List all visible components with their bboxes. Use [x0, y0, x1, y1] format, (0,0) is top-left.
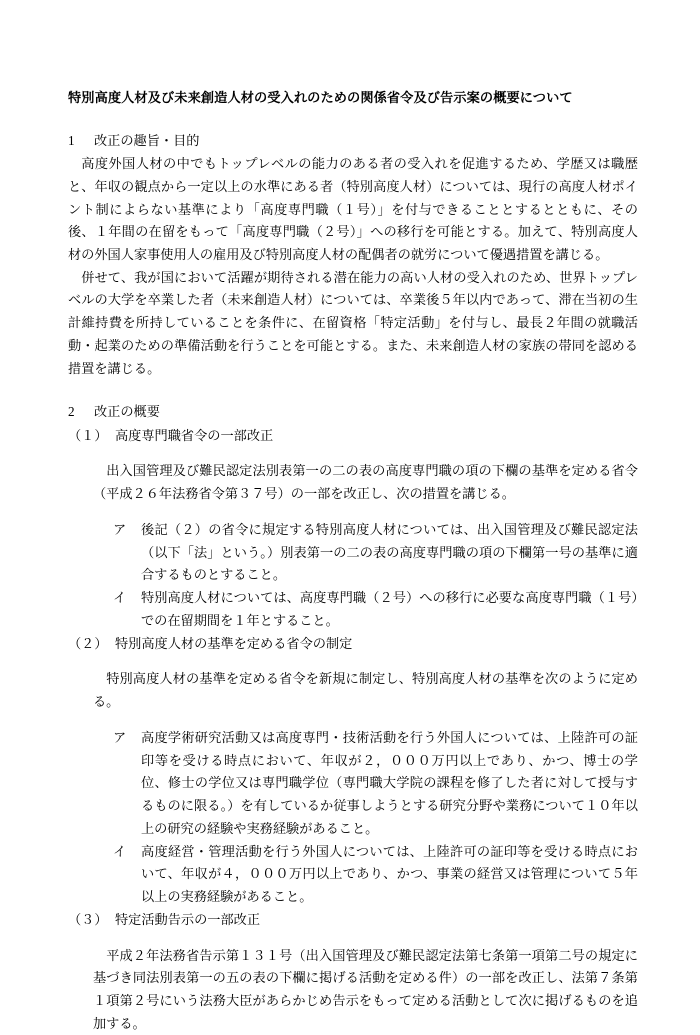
section-2-title: 改正の概要	[94, 404, 160, 420]
item-1-label: （１）	[68, 427, 108, 443]
section-1	[68, 130, 638, 380]
list-item	[113, 587, 638, 632]
item-1-sub-a-label: ア	[113, 522, 127, 538]
section-1-paragraph-2: 併せて、我が国において活躍が期待される潜在能力の高い人材の受入れのため、世界トップレベルの大学を卒業した者（未来創造人材）については、卒業後５年以内であって、滞在当初の生計維持費を所持していることを条件に、在留資格「特定活動」を付与し、最長２年間の就職活動・起業のための準備活動を行うことを可能とする。また、未来創造人材の家族の帯同を認める措置を講じる。	[68, 269, 638, 376]
item-1-title: 高度専門職省令の一部改正	[115, 427, 274, 443]
item-2-label: （２）	[68, 635, 108, 651]
section-2-number: 2	[68, 404, 75, 420]
section-2	[68, 401, 638, 1035]
section-2-heading	[68, 401, 638, 422]
section-spacer	[68, 384, 638, 401]
section-1-number: 1	[68, 132, 75, 148]
item-1-paragraph: 出入国管理及び難民認定法別表第一の二の表の高度専門職の項の下欄の基準を定める省令（平成２６年法務省令第３７号）の一部を改正し、次の措置を講じる。	[93, 463, 638, 502]
item-3-label: （３）	[68, 911, 108, 927]
item-2-title: 特別高度人材の基準を定める省令の制定	[115, 635, 353, 651]
section-1-title: 改正の趣旨・目的	[94, 132, 200, 148]
section-1-paragraph-1: 高度外国人材の中でもトップレベルの能力のある者の受入れを促進するため、学歴又は職歴と、年収の観点から一定以上の水準にある者（特別高度人材）については、現行の高度人材ポイント制によらない基準により「高度専門職（１号）」を付与できることとするとともに、その後、１年間の在留をもって「高度専門職（２号）」への移行を可能とする。加えて、特別高度人材の外国人家事使用人の雇用及び特別高度人材の配偶者の就労について優遇措置を講じる。	[68, 156, 638, 262]
list-item	[68, 633, 638, 656]
section-1-heading	[68, 130, 638, 151]
item-3-title: 特定活動告示の一部改正	[115, 911, 261, 927]
item-2-sub-a-label: ア	[113, 730, 127, 746]
list-item	[68, 425, 638, 448]
page-title: 特別高度人材及び未来創造人材の受入れのための関係省令及び告示案の概要について	[68, 90, 573, 105]
list-item	[68, 909, 638, 932]
list-item	[113, 841, 638, 909]
item-1-sub-b-label: イ	[113, 590, 127, 606]
item-3-paragraph: 平成２年法務省告示第１３１号（出入国管理及び難民認定法第七条第一項第二号の規定に基づき同法別表第一の五の表の下欄に掲げる活動を定める件）の一部を改正し、法第７条第１項第２号にいう法務大臣があらかじめ告示をもって定める活動として次に掲げるものを追加する。	[93, 947, 638, 1031]
item-1-sub-b-text: 特別高度人材については、高度専門職（２号）への移行に必要な高度専門職（１号）での在留期間を１年とすること。	[141, 590, 638, 628]
item-1-sub-a-text: 後記（２）の省令に規定する特別高度人材については、出入国管理及び難民認定法（以下「法」という。）別表第一の二の表の高度専門職の項の下欄第一号の基準に適合するものとすること。	[141, 522, 638, 583]
item-2-paragraph: 特別高度人材の基準を定める省令を新規に制定し、特別高度人材の基準を次のように定める。	[93, 671, 638, 710]
list-item	[113, 727, 638, 841]
item-2-sub-a-text: 高度学術研究活動又は高度専門・技術活動を行う外国人については、上陸許可の証印等を受ける時点において、年収が２，０００万円以上であり、かつ、博士の学位、修士の学位又は専門職学位（専門職大学院の課程を修了した者に対して授与するものに限る。）を有しているか従事しようとする研究分野や業務について１０年以上の研究の経験や実務経験があること。	[141, 730, 638, 836]
list-item	[113, 519, 638, 587]
item-2-sub-b-text: 高度経営・管理活動を行う外国人については、上陸許可の証印等を受ける時点において、年収が４，０００万円以上であり、かつ、事業の経営又は管理について５年以上の実務経験があること。	[141, 843, 638, 904]
item-2-sub-b-label: イ	[113, 843, 127, 859]
